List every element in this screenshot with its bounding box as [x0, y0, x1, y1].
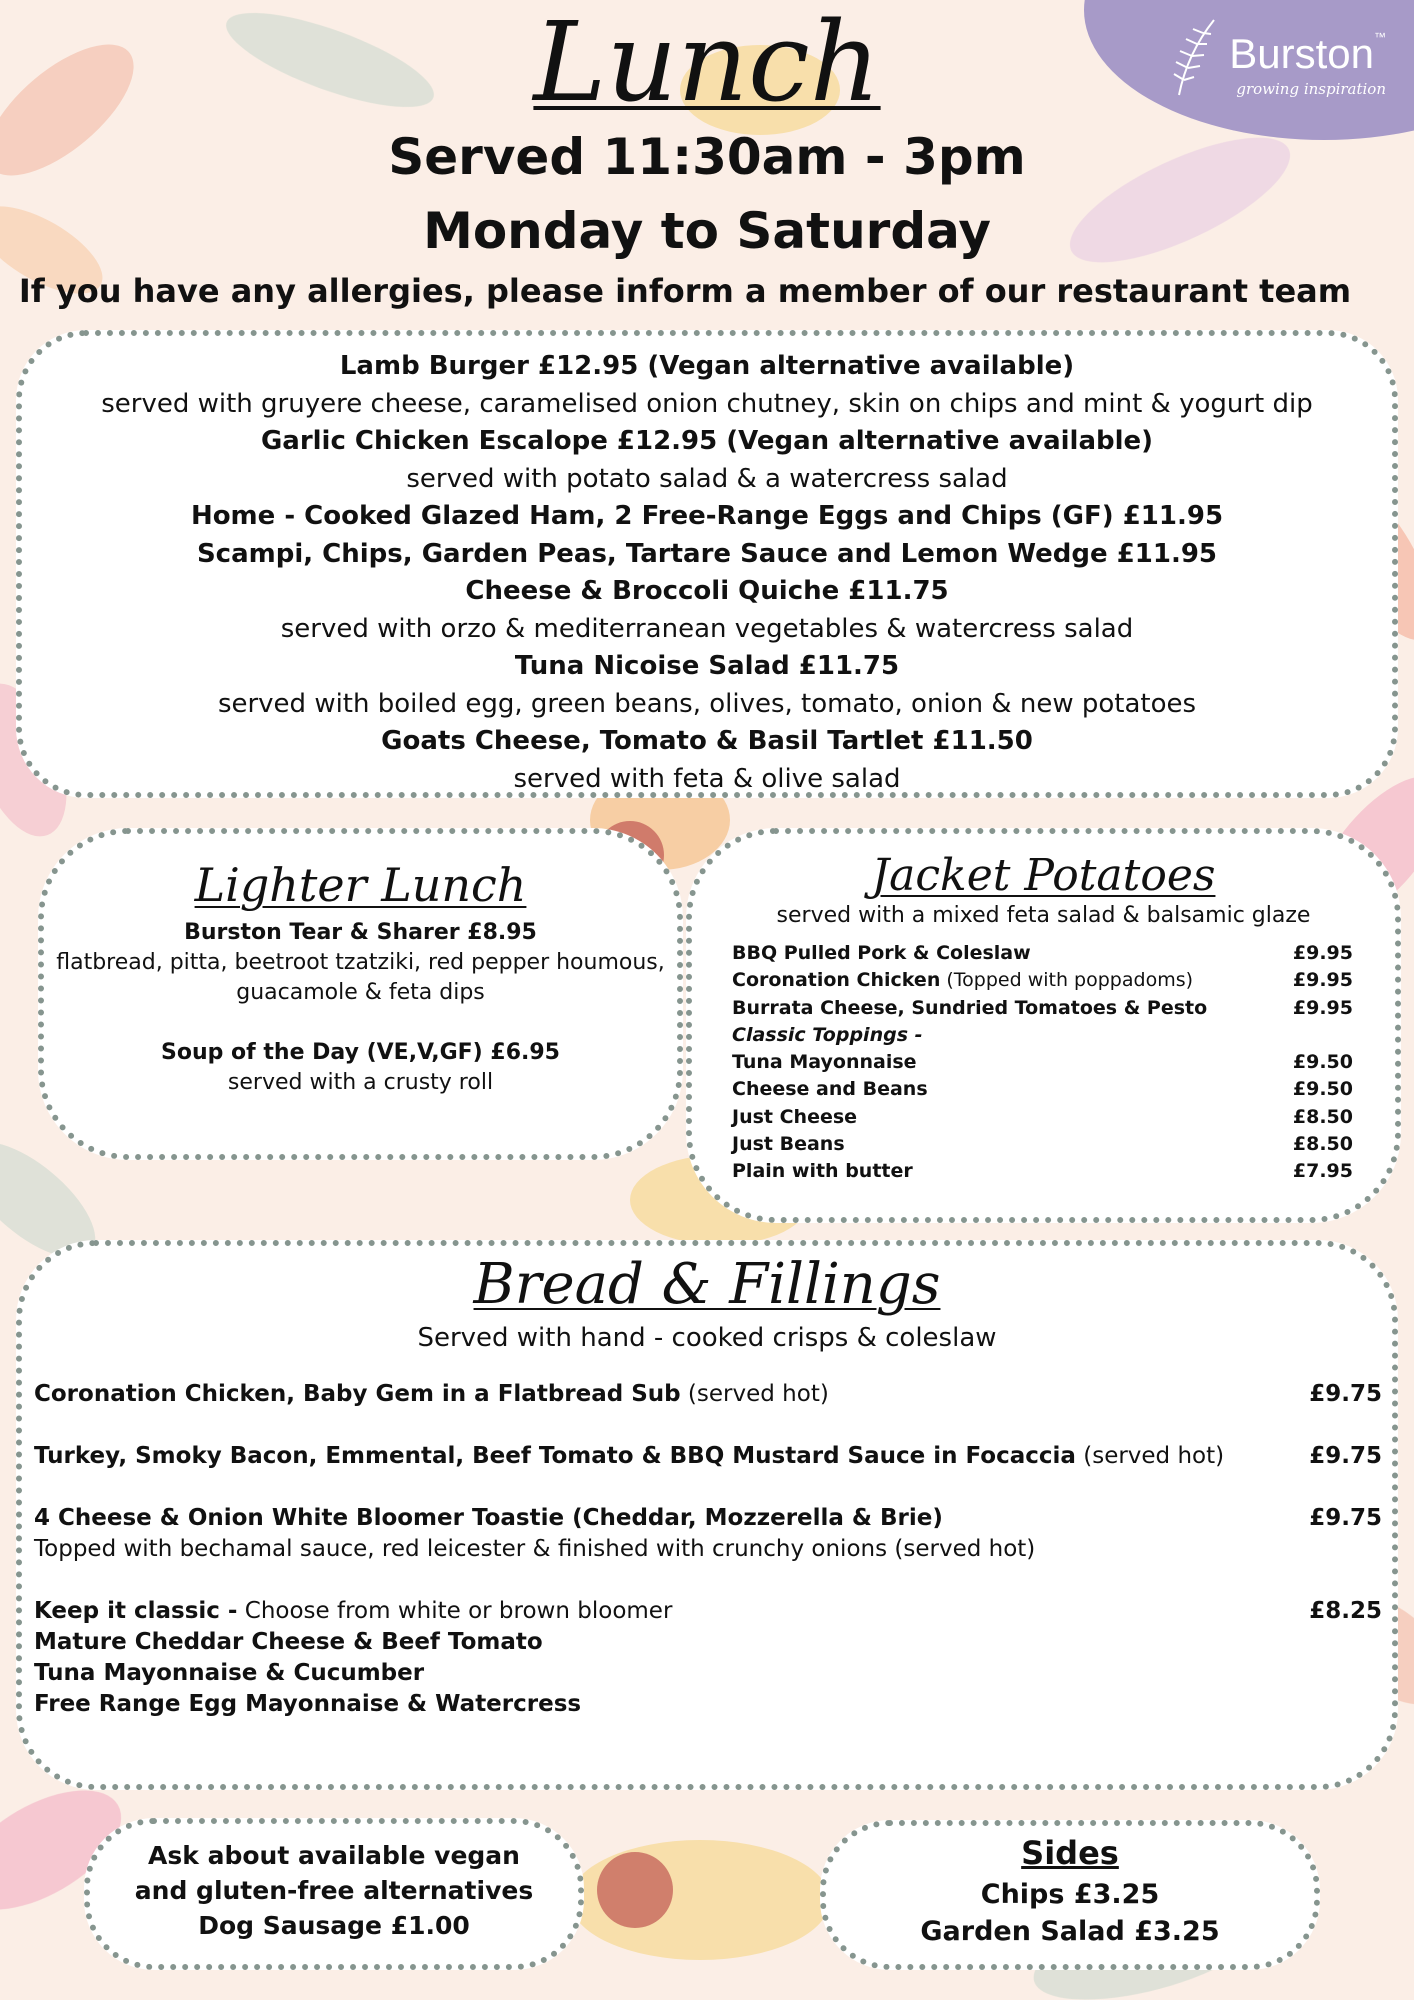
- sides-heading: Sides: [1021, 1834, 1119, 1872]
- bread-fillings-box: [16, 1240, 1398, 1790]
- jacket-item-name: Just Beans: [732, 1133, 845, 1156]
- bread-item-name: Turkey, Smoky Bacon, Emmental, Beef Tomato & BBQ Mustard Sauce in Focaccia: [34, 1443, 1076, 1469]
- jacket-item-price: £9.50: [1292, 1078, 1353, 1101]
- menu-item-description: flatbread, pitta, beetroot tzatziki, red pepper houmous,: [56, 950, 665, 975]
- logo-name: Burston: [1229, 30, 1374, 77]
- bread-item-note: (served hot): [1075, 1443, 1225, 1469]
- jacket-item-row: [692, 940, 1395, 967]
- jacket-item-row: [692, 1076, 1395, 1103]
- bread-fillings-heading: Bread & Fillings: [473, 1252, 941, 1317]
- menu-item-description: served with a crusty roll: [227, 1070, 494, 1095]
- jacket-item-row: [692, 967, 1395, 994]
- jacket-item-row: [692, 1104, 1395, 1131]
- menu-item-description: served with orzo & mediterranean vegetables & watercress salad: [280, 613, 1134, 644]
- bread-item: [22, 1379, 1392, 1410]
- menu-item-name: Cheese & Broccoli Quiche £11.75: [465, 576, 949, 606]
- menu-item-name: Tuna Nicoise Salad £11.75: [514, 651, 900, 681]
- menu-item-name: Goats Cheese, Tomato & Basil Tartlet £11.50: [381, 726, 1033, 756]
- bread-item-note: Choose from white or brown bloomer: [237, 1598, 673, 1624]
- bread-fillings-list: [22, 1379, 1392, 1720]
- side-item: Garden Salad £3.25: [920, 1916, 1220, 1947]
- bread-item-price: £9.75: [1309, 1381, 1382, 1407]
- menu-item-name: Scampi, Chips, Garden Peas, Tartare Sauce and Lemon Wedge £11.95: [196, 538, 1218, 569]
- jacket-item-price: £7.95: [1292, 1160, 1353, 1183]
- menu-item-name: Burston Tear & Sharer £8.95: [184, 920, 537, 945]
- bread-item: [22, 1503, 1392, 1565]
- dietary-note-box: [84, 1818, 584, 1970]
- menu-item-name: Home - Cooked Glazed Ham, 2 Free-Range Eggs and Chips (GF) £11.95: [190, 501, 1224, 531]
- bread-item: [22, 1596, 1392, 1720]
- bread-item-note: (served hot): [680, 1381, 829, 1407]
- jacket-item-price: £8.50: [1292, 1133, 1353, 1156]
- jacket-item-row: [692, 1049, 1395, 1076]
- jacket-item-name: Burrata Cheese, Sundried Tomatoes & Pesto: [732, 996, 1208, 1019]
- jacket-item-name: Tuna Mayonnaise: [732, 1051, 917, 1074]
- jacket-item-row: [692, 1131, 1395, 1158]
- jacket-item-name: Plain with butter: [732, 1160, 913, 1183]
- note-line: Dog Sausage £1.00: [198, 1911, 470, 1940]
- bread-item-name: 4 Cheese & Onion White Bloomer Toastie (Cheddar, Mozzerella & Brie): [34, 1505, 943, 1531]
- allergy-notice: If you have any allergies, please inform a member of our restaurant team: [18, 272, 1352, 310]
- note-line: Ask about available vegan: [148, 1841, 520, 1870]
- jacket-item-name: Classic Toppings -: [732, 1023, 923, 1046]
- sides-box: [820, 1820, 1320, 1970]
- jacket-item-price: £9.50: [1292, 1051, 1353, 1074]
- bread-fillings-subheading: Served with hand - cooked crisps & coleslaw: [417, 1323, 997, 1353]
- jacket-potatoes-subheading: served with a mixed feta salad & balsamic glaze: [776, 903, 1311, 928]
- main-menu-list: [22, 348, 1392, 798]
- served-time: Served 11:30am - 3pm: [388, 128, 1026, 186]
- bread-item-name: Coronation Chicken, Baby Gem in a Flatbread Sub: [34, 1381, 681, 1407]
- logo-tagline: growing inspiration: [1236, 80, 1386, 98]
- page-title: Lunch: [533, 0, 881, 126]
- jacket-item-price: £9.95: [1292, 996, 1353, 1019]
- jacket-potatoes-heading: Jacket Potatoes: [871, 850, 1216, 901]
- jacket-potatoes-list: [692, 940, 1395, 1186]
- bread-item: [22, 1441, 1392, 1472]
- jacket-item-price: £9.95: [1292, 969, 1353, 992]
- bread-option: Tuna Mayonnaise & Cucumber: [34, 1660, 425, 1686]
- jacket-item-price: £9.95: [1292, 942, 1353, 964]
- lighter-lunch-box: [38, 828, 683, 1160]
- menu-item-name: Soup of the Day (VE,V,GF) £6.95: [161, 1040, 560, 1065]
- jacket-item-name: Just Cheese: [732, 1105, 858, 1128]
- lighter-lunch-heading: Lighter Lunch: [194, 858, 527, 912]
- jacket-item-name: BBQ Pulled Pork & Coleslaw: [732, 942, 1031, 964]
- bread-item-price: £9.75: [1309, 1443, 1382, 1469]
- bread-item-name: Keep it classic -: [34, 1598, 238, 1624]
- menu-item-description: served with potato salad & a watercress salad: [406, 463, 1008, 494]
- menu-item-name: Garlic Chicken Escalope £12.95 (Vegan alternative available): [260, 426, 1154, 456]
- served-days: Monday to Saturday: [423, 202, 991, 260]
- side-item: Chips £3.25: [980, 1879, 1160, 1910]
- jacket-item-name: Cheese and Beans: [732, 1078, 928, 1101]
- menu-item-description: served with feta & olive salad: [513, 763, 901, 794]
- note-line: and gluten-free alternatives: [134, 1876, 534, 1905]
- menu-item-description: guacamole & feta dips: [236, 980, 485, 1005]
- jacket-item-row: [692, 1022, 1395, 1049]
- bread-item-price: £8.25: [1309, 1598, 1382, 1624]
- jacket-item-note: (Topped with poppadoms): [940, 969, 1194, 992]
- jacket-item-row: [692, 995, 1395, 1022]
- menu-item-description: served with boiled egg, green beans, olives, tomato, onion & new potatoes: [217, 688, 1197, 719]
- jacket-item-row: [692, 1158, 1395, 1185]
- jacket-item-name: Coronation Chicken: [732, 969, 941, 992]
- bread-item-price: £9.75: [1309, 1505, 1382, 1531]
- menu-item-description: served with gruyere cheese, caramelised onion chutney, skin on chips and mint & yogurt dip: [101, 388, 1313, 419]
- jacket-potatoes-box: [686, 828, 1401, 1223]
- bread-option: Free Range Egg Mayonnaise & Watercress: [34, 1691, 582, 1717]
- bread-option: Mature Cheddar Cheese & Beef Tomato: [34, 1629, 543, 1655]
- menu-item-name: Lamb Burger £12.95 (Vegan alternative available): [339, 351, 1075, 381]
- jacket-item-price: £8.50: [1292, 1105, 1353, 1128]
- trademark: ™: [1374, 30, 1386, 44]
- bread-item-description: Topped with bechamal sauce, red leicester & finished with crunchy onions (served hot): [34, 1536, 1036, 1562]
- main-menu-box: [16, 330, 1398, 798]
